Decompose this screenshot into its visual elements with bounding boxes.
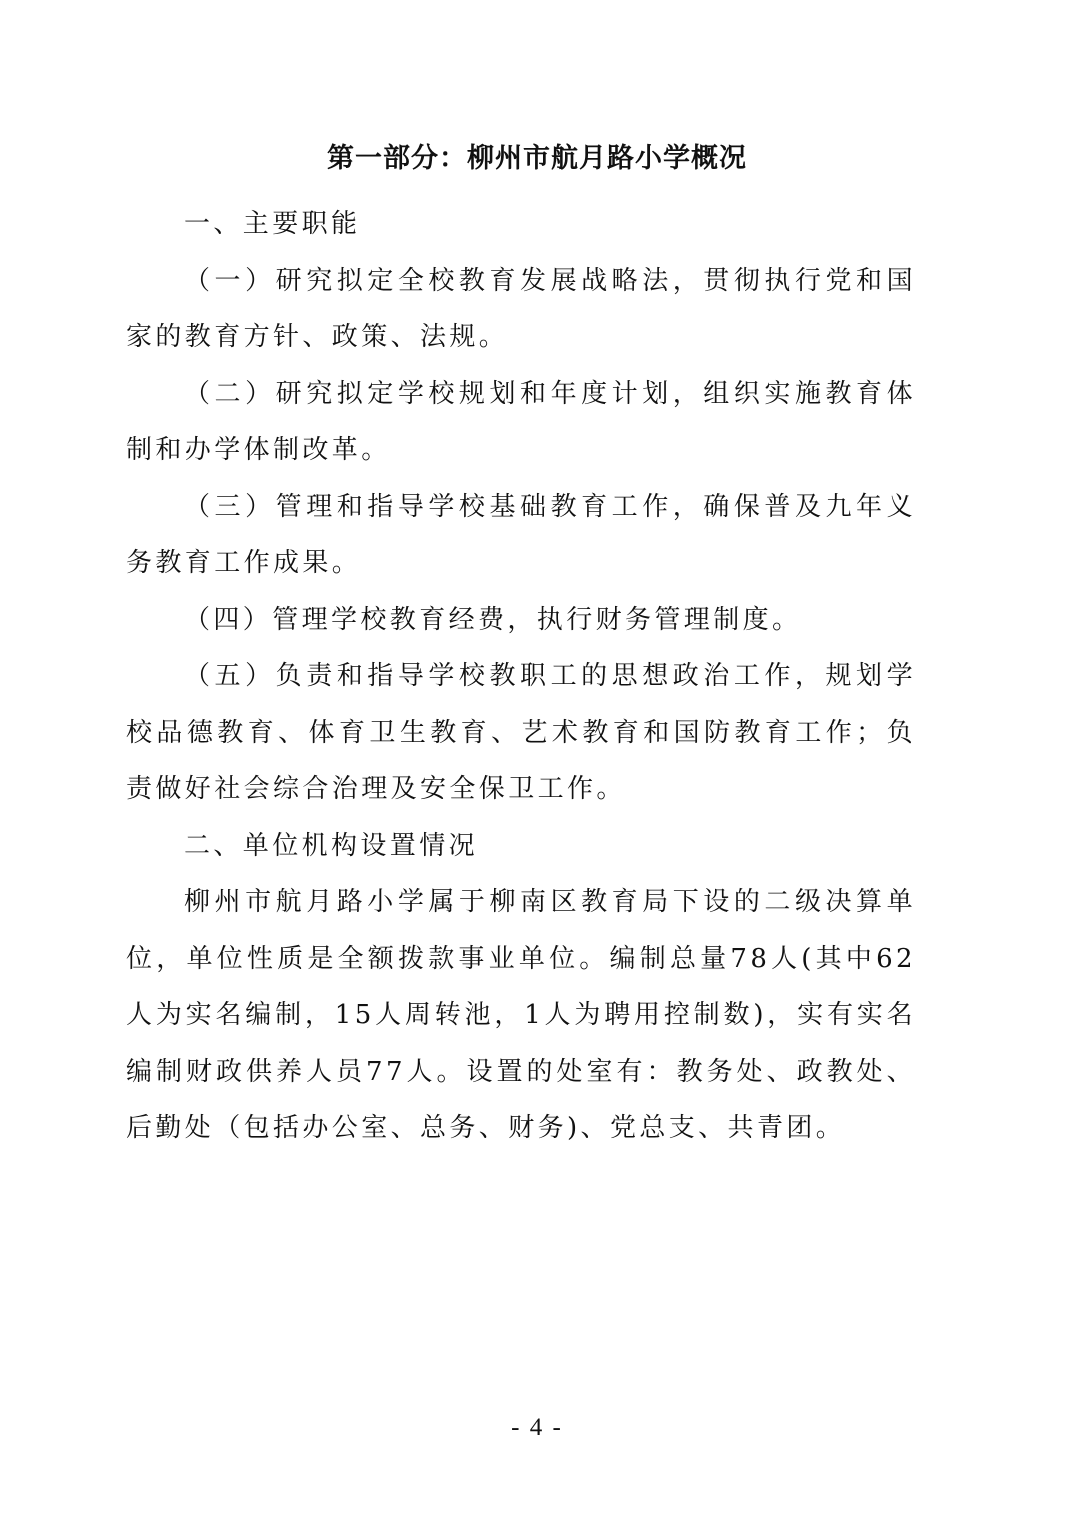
- section-heading-organization: 二、单位机构设置情况: [184, 830, 479, 861]
- function-item-1: （一）研究拟定全校教育发展战略法，贯彻执行党和国家的教育方针、政策、法规。: [126, 265, 916, 352]
- page-title: 第一部分：柳州市航月路小学概况: [327, 143, 747, 174]
- function-item-3: （三）管理和指导学校基础教育工作，确保普及九年义务教育工作成果。: [126, 491, 916, 578]
- function-item-2: （二）研究拟定学校规划和年度计划，组织实施教育体制和办学体制改革。: [126, 378, 916, 465]
- page-number: - 4 -: [511, 1414, 563, 1441]
- section-heading-main-functions: 一、主要职能: [184, 209, 361, 239]
- function-item-5: （五）负责和指导学校教职工的思想政治工作，规划学校品德教育、体育卫生教育、艺术教育和国防教育工作；负责做好社会综合治理及安全保卫工作。: [126, 661, 916, 804]
- function-item-4: （四）管理学校教育经费，执行财务管理制度。: [184, 604, 802, 635]
- organization-description: 柳州市航月路小学属于柳南区教育局下设的二级决算单位，单位性质是全额拨款事业单位。编制总量78人(其中62人为实名编制，15人周转池，1人为聘用控制数)，实有实名编制财政供养人员77人。设置的处室有：教务处、政教处、后勤处（包括办公室、总务、财务)、党总支、共青团。: [126, 887, 916, 1143]
- document-body: [126, 196, 916, 1157]
